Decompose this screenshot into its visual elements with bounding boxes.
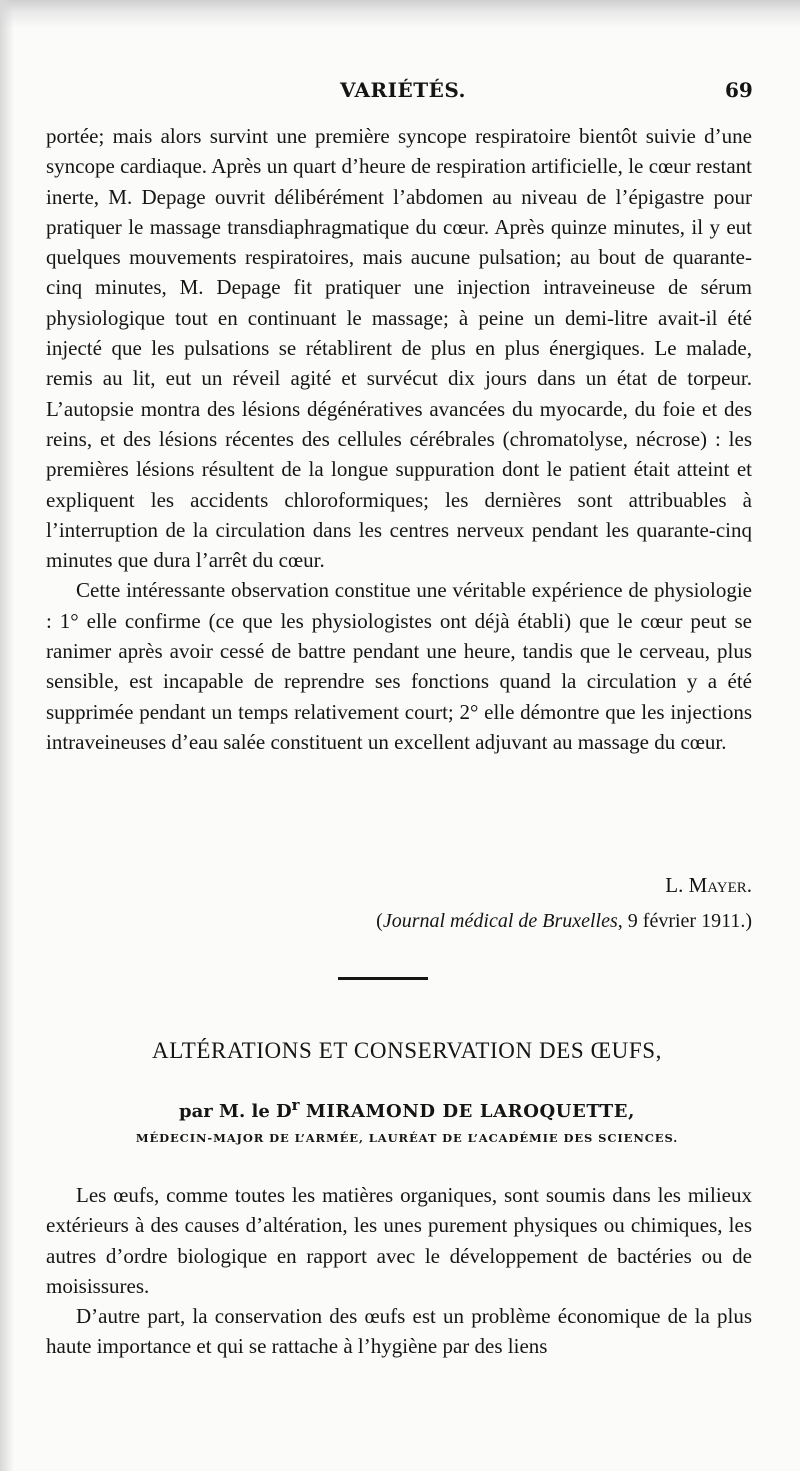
- article1-citation: [200, 910, 752, 933]
- article1-signature: [560, 873, 752, 898]
- article2-body: [46, 1180, 752, 1362]
- article1-paragraph-2: Cette intéressante observation constitue une véritable expérience de physiologie : 1° elle confirme (ce que les physiologistes ont déjà établi) que le cœur peut se ranimer après avoir cessé de battre pendant une heure, tandis que le cerveau, plus sensible, est incapable de reprendre ses fonctions quand la circulation y a été supprimée pendant un temps relativement court; 2° elle démontre que les injections intraveineuses d’eau salée constituent un excellent adjuvant au massage du cœur.: [46, 578, 752, 754]
- running-head-title: VARIÉTÉS.: [340, 78, 467, 102]
- byline-prefix: par M. le D: [179, 1101, 292, 1122]
- section-divider-rule: [338, 977, 428, 980]
- article2-paragraph-2: D’autre part, la conservation des œufs est un problème économique de la plus haute importance et qui se rattache à l’hygiène par des liens: [46, 1304, 752, 1359]
- signature-name: L. Mayer.: [665, 873, 752, 897]
- article2-affiliation: MÉDECIN-MAJOR DE L’ARMÉE, LAURÉAT DE L’ACADÉMIE DES SCIENCES.: [135, 1131, 679, 1145]
- page-number: 69: [725, 78, 753, 102]
- byline-author: MIRAMOND DE LAROQUETTE,: [305, 1101, 635, 1122]
- article2-paragraph-1: Les œufs, comme toutes les matières organiques, sont soumis dans les milieux extérieurs à des causes d’altération, les unes purement physiques ou chimiques, les autres d’ordre biologique en rapport avec le développement de bactéries ou de moisissures.: [46, 1183, 752, 1298]
- article2-byline: [0, 1096, 800, 1122]
- article2-title: ALTÉRATIONS ET CONSERVATION DES ŒUFS,: [151, 1038, 663, 1063]
- citation-journal: Journal médical de Bruxelles: [382, 910, 618, 932]
- article1-paragraph-1: portée; mais alors survint une première syncope respiratoire bientôt suivie d’une syncope cardiaque. Après un quart d’heure de respiration artificielle, le cœur restant inerte, M. Depage ouvrit délibérément l’abdomen au niveau de l’épigastre pour pratiquer le massage transdiaphragmatique du cœur. Après quinze minutes, il y eut quelques mouvements respiratoires, mais aucune pulsation; au bout de quarante-cinq minutes, M. Depage fit pratiquer une injection intraveineuse de sérum physiologique tout en continuant le massage; à peine un demi-litre avait-il été injecté que les pulsations se rétablirent de plus en plus énergiques. Le malade, remis au lit, eut un réveil agité et survécut dix jours dans un état de torpeur. L’autopsie montra des lésions dégénératives avancées du myocarde, du foie et des reins, et des lésions récentes des cellules cérébrales (chromatolyse, nécrose) : les premières lésions résultent de la longue suppuration dont le patient était atteint et expliquent les accidents chloroformiques; les dernières sont attribuables à l’interruption de la circulation dans les centres nerveux pendant les quarante-cinq minutes que dura l’arrêt du cœur.: [46, 124, 752, 573]
- citation-open-paren: (: [376, 910, 383, 932]
- scan-edge-shadow-left: [0, 0, 14, 1471]
- running-head: [0, 78, 800, 106]
- citation-date: , 9 février 1911.): [617, 910, 752, 932]
- article1-body: [46, 121, 752, 757]
- byline-superscript: r: [291, 1096, 300, 1114]
- scan-edge-shadow-top: [0, 0, 800, 28]
